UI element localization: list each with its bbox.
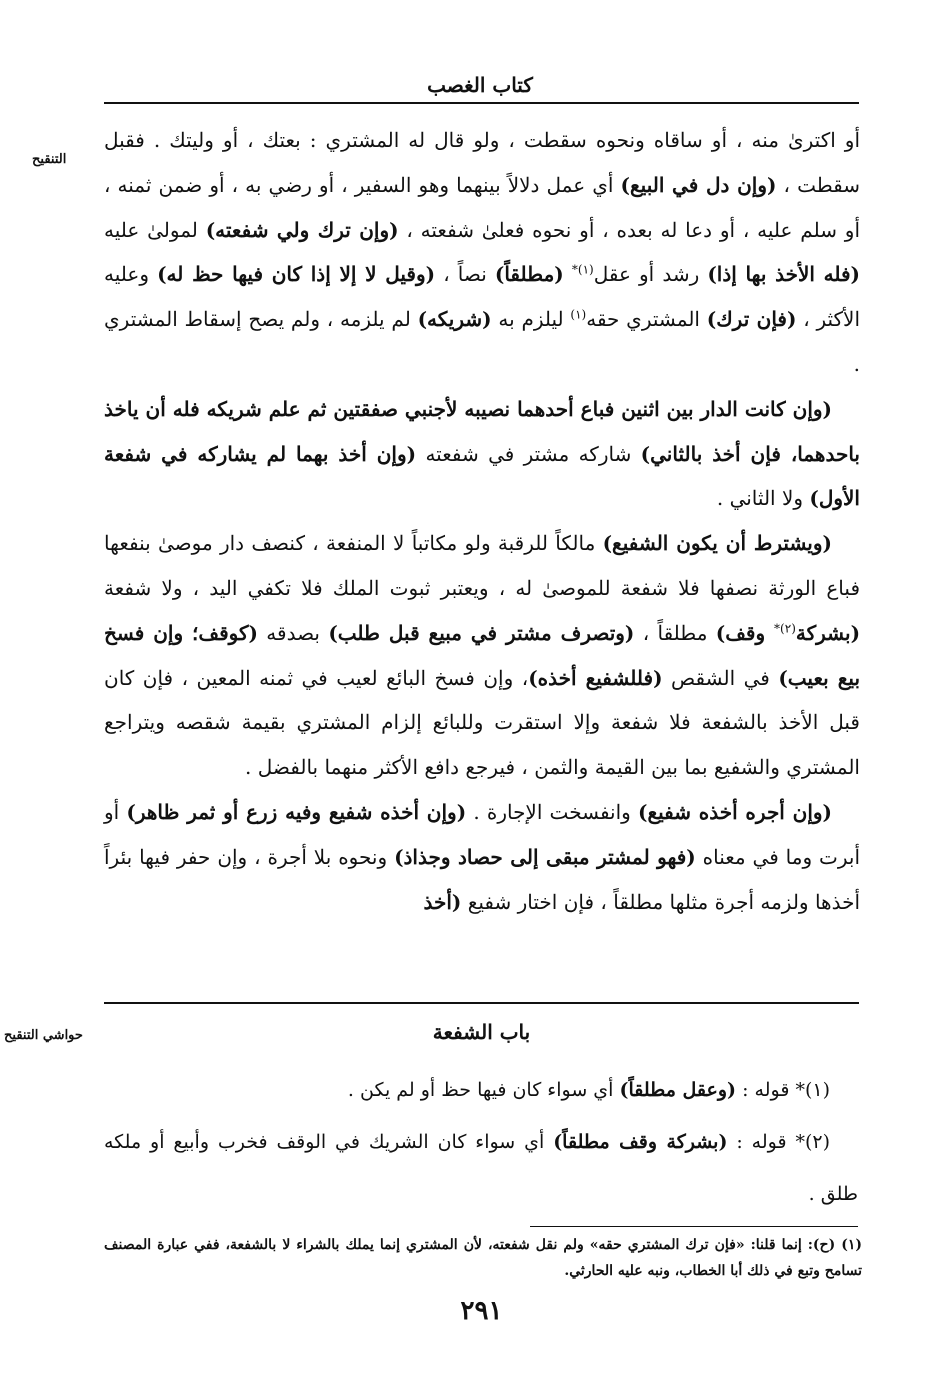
paragraph-4 [104,790,860,924]
text: أي سواء كان فيها حظ أو لم يكن . [347,1079,620,1101]
marginal-note-2 [104,1116,858,1220]
footnote-marker: (١) [570,307,587,322]
text: رشد أو عقل [593,262,708,287]
text: أي عمل دلالاً بينهما وهو السفير ، أو رضي به ، أو ضمن ثمنه ، أو سلم عليه ، أو دعا له بعده ، أو نحوه فعلىٰ شفعته ، [104,172,861,242]
bold-text: (فله الأخذ بها إذا) [707,262,860,287]
paragraph-2 [104,387,860,521]
text: ونحوه بلا أجرة ، وإن حفر فيها بئراً أخذها ولزمه أجرة مثلها مطلقاً ، فإن اختار شفيع [104,844,860,914]
bold-text: (فللشفيع أخذه) [528,665,663,690]
section-title: باب الشفعة [432,1020,531,1044]
bold-text: (بشركة [795,620,861,645]
text: ولا الثاني . [716,486,810,511]
bold-text: (كوقف؛ وإن فسخ بيع بعيب) [104,620,861,690]
bold-text: (ويشترط أن يكون الشفيع) [602,531,832,556]
bold-text: (وإن ترك ولي شفعته) [205,217,399,242]
bold-text: (وإن أجره أخذه شفيع) [638,799,832,824]
text: مالكاً للرقبة ولو مكاتباً لا المنفعة ، كنصف دار موصىٰ بنفعها فباع الورثة نصفها فلا شفعة للموصىٰ له ، ويعتبر ثبوت الملك فلا تكفي اليد ، ولا شفعة [104,531,860,600]
marginal-note-1 [104,1064,858,1116]
footnote-marker: (١)* [571,262,594,277]
footnotes [104,1232,862,1284]
footnote-1: (١) (ح): إنما قلنا: «فإن ترك المشتري حقه» ولم نقل شفعته، لأن المشتري إنما يملك بالشراء لا بالشفعة، ففي عبارة المصنف تسامح وتبع في ذلك أبا الخطاب، ونبه عليه الحارثي. [104,1237,862,1279]
text: (٢)* قوله : [727,1131,831,1153]
bold-text: (وإن أخذ بهما لم يشاركه في شفعة الأول) [104,441,860,511]
text: ليلزم به [491,307,571,332]
text: المشتري حقه [586,307,707,332]
bold-text: (وإن دل في البيع) [620,172,777,197]
page-number: ٢٩١ [460,1296,503,1326]
paragraph-3 [104,521,860,790]
bold-text: (بشركة وقف مطلقاً) [553,1131,728,1153]
running-header: كتاب الغصب [427,73,533,97]
text: (١)* قوله : [736,1079,830,1101]
bold-text: (فإن ترك) [706,307,797,332]
margin-label-hawashi: حواشي التنقيح [4,1028,83,1043]
text: لم يلزمه ، ولم يصح إسقاط المشتري . [104,307,860,376]
text: مطلقاً ، [634,620,716,645]
main-body [104,118,860,924]
marginal-notes [104,1064,858,1220]
bold-text: (شريكه) [417,307,492,332]
bold-text: (فهو لمشتر مبقى إلى حصاد وجذاذ) [394,844,696,869]
text: في الشقص [662,665,779,690]
text: بصدقه [258,620,329,645]
bold-text: (وعقل مطلقاً) [619,1079,737,1101]
bold-text: (وإن أخذه شفيع وفيه زرع أو ثمر ظاهر) [126,799,467,824]
text: ، وإن فسخ البائع لعيب في ثمنه المعين ، فإن كان قبل الأخذ بالشفعة فلا شفعة وإلا استقرت وللبائع إلزام المشتري بقيمة شقصه ويتراجع المشتري والشفيع بما بين القيمة والثمن ، فيرجع دافع الأكثر منهما بالفضل . [104,665,860,780]
bold-text: (وإن كانت الدار بين اثنين فباع أحدهما نصيبه لأجنبي صفقتين ثم علم شريكه فله أن ياخذ باحدهما، فإن أخذ بالثاني) [104,396,860,466]
text: نصاً ، [435,262,495,287]
paragraph-1 [104,118,860,387]
text: وانفسخت الإجارة . [466,799,638,824]
text: أو اكترىٰ منه ، أو ساقاه ونحوه سقطت ، ولو قال له المشتري : بعتك ، أو وليتك . فقبل سقطت ، [104,128,861,197]
bold-text: (مطلقاً) [494,262,564,287]
text: شاركه مشتر في شفعته [416,441,641,466]
margin-label-tanqih: التنقيح [32,152,67,167]
footnote-marker: (٢)* [774,621,796,636]
text: لمولىٰ عليه [104,217,206,242]
bold-text: (وقيل لا إلا إذا كان فيها حظ له) [157,262,436,287]
bold-text: (وتصرف مشتر في مبيع قبل طلب) [328,620,635,645]
header-rule [104,102,859,104]
bold-text: وقف) [715,620,775,645]
section-rule [104,1002,859,1004]
text: وعليه الأكثر ، [104,262,861,332]
text [564,262,572,286]
text: أي سواء كان الشريك في الوقف فخرب وأبيع أو ملكه طلق . [104,1131,858,1205]
bold-text: (أخذ [423,889,462,914]
footnote-rule [530,1226,858,1227]
text: أو أبرت وما في معناه [104,799,860,869]
